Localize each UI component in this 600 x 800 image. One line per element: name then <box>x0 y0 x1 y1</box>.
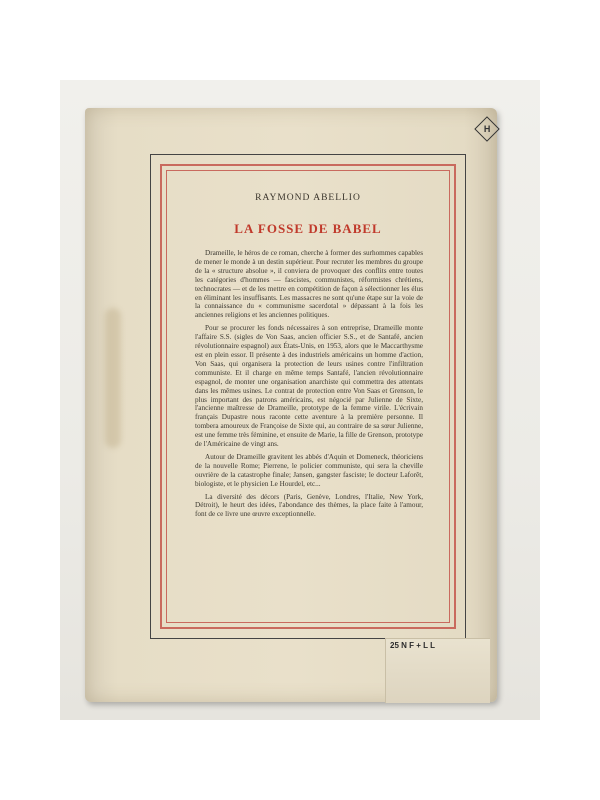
blurb-paragraph: La diversité des décors (Paris, Genève, Londres, l'Italie, New York, Détroit), le heurt des idées, l'abondance des thèmes, la place faite à l'amour, font de ce livre une œuvre exceptionnelle. <box>195 492 423 519</box>
blurb-text <box>195 249 423 523</box>
inner-border <box>166 170 450 623</box>
publisher-logo-icon <box>474 116 499 141</box>
blurb-paragraph: Autour de Drameille gravitent les abbés d'Aquin et Domeneck, théoriciens de la nouvelle Rome; Pierrene, le policier communiste, qui sera la cheville ouvrière de la catastrophe finale; Jansen, gangster fasciste; le docteur Laforêt, biologiste, et le physicien Le Hourdel, etc... <box>195 452 423 488</box>
red-border <box>160 164 456 629</box>
blurb-paragraph: Pour se procurer les fonds nécessaires à son entreprise, Drameille monte l'affaire S.S. (sigles de Von Saas, ancien officier S.S., et de Santafé, ancien révolutionnaire espagnol) aux États-Unis, en 1953, alors que le Maccarthysme est en plein essor. Il présente à des industriels américains un homme d'action, Von Saas, qui organisera la protection de leurs usines contre l'infiltration communiste. Et il charge en même temps Santafé, l'ancien révolutionnaire espagnol, de monter une organisation anarchiste qui commettra des attentats dans les mêmes usines. Le contrat de protection entre Von Saas et Grenson, le plus important des patrons américains, est négocié par Julienne de Sixte, l'ancienne maîtresse de Drameille, prototype de la femme virile. L'écrivain français Dupastre nous raconte cette aventure à la première personne. Il tombera amoureux de Françoise de Sixte qui, au contraire de sa sœur Julienne, est une femme très féminine, et ensuite de Marie, la fille de Grenson, prototype de l'Américaine de vingt ans. <box>195 324 423 449</box>
publisher-logo-letter: H <box>483 124 491 134</box>
blurb-paragraph: Drameille, le héros de ce roman, cherche à former des surhommes capables de mener le monde à un destin supérieur. Pour recruter les membres du groupe de la « structure absolue », il conviera de provoquer des conflits entre toutes les catégories d'hommes — fascistes, communistes, réformistes chrétiens, technocrates — et de les mettre en compétition de façon à sélectionner les élus en éliminant les insuffisants. Les massacres ne sont qu'une étape sur la voie de la connaissance du « communisme sacerdotal » dépassant à la fois les anciennes religions et les anciennes politiques. <box>195 249 423 320</box>
paper-stain <box>105 308 121 448</box>
book-title: LA FOSSE DE BABEL <box>234 221 382 236</box>
book-back-cover <box>85 108 497 702</box>
price-sticker <box>385 638 490 703</box>
author-name: RAYMOND ABELLIO <box>255 193 361 203</box>
price-label: 25 N F + L L <box>390 641 435 650</box>
cover-frame <box>150 154 466 639</box>
